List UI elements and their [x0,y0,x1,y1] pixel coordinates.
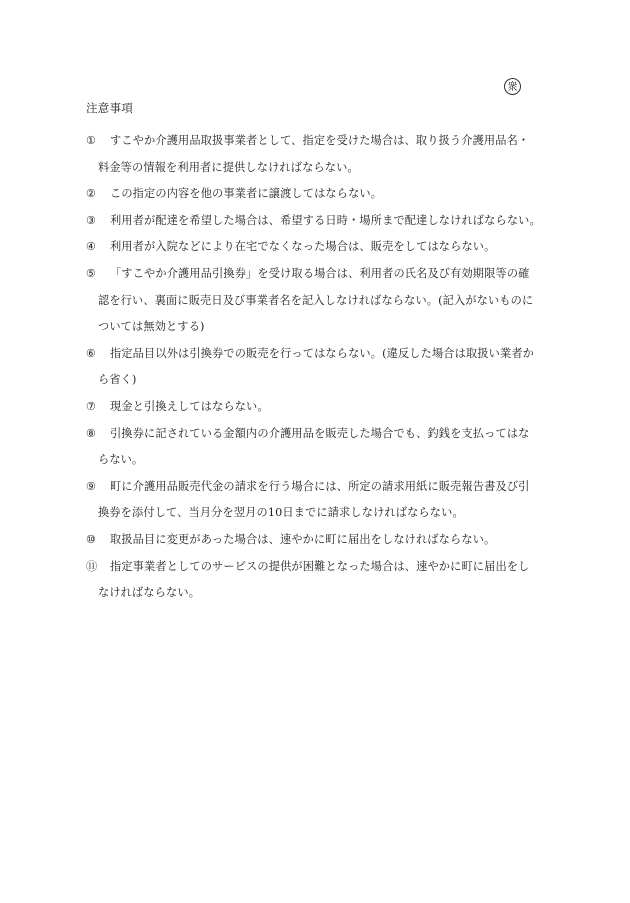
note-item [86,421,554,474]
note-text [98,554,554,607]
note-line: ついては無効とする) [98,320,205,334]
note-line: 利用者が入院などにより在宅でなくなった場合は、販売をしてはならない。 [110,240,496,254]
notes-list [86,128,554,607]
seal-stamp: 衆 [504,78,521,95]
note-item [86,554,554,607]
note-line: 指定事業者としてのサービスの提供が困難となった場合は、速やかに町に届出をし [110,559,530,573]
note-line: 換券を添付して、当月分を翌月の10日までに請求しなければならない。 [98,506,464,520]
note-text [98,474,554,527]
note-number: ⑦ [86,399,97,413]
note-line: らない。 [98,453,144,467]
note-line: 利用者が配達を希望した場合は、希望する日時・場所まで配達しなければならない。 [110,213,541,227]
note-line: 「すこやか介護用品引換券」を受け取る場合は、利用者の氏名及び有効期限等の確 [110,266,530,280]
note-line: この指定の内容を他の事業者に譲渡してはならない。 [110,187,383,201]
note-text [110,181,554,208]
note-text [110,234,554,261]
note-number: ⑪ [86,559,98,573]
note-number: ② [86,187,97,201]
note-item [86,474,554,527]
note-number: ⑧ [86,426,97,440]
note-line: なければならない。 [98,586,201,600]
note-line: 料金等の情報を利用者に提供しなければならない。 [98,160,359,174]
note-item [86,394,554,421]
note-number: ③ [86,213,97,227]
note-text [110,394,554,421]
note-number: ⑨ [86,479,97,493]
note-item [86,181,554,208]
note-line: すこやか介護用品取扱事業者として、指定を受けた場合は、取り扱う介護用品名・ [110,134,530,147]
note-item [86,208,554,235]
note-line: 引換券に記されている金額内の介護用品を販売した場合でも、釣銭を支払ってはな [110,426,530,440]
note-number: ① [86,134,97,147]
note-number: ⑤ [86,266,97,280]
note-text [110,208,554,235]
note-text [98,128,554,181]
note-line: 町に介護用品販売代金の請求を行う場合には、所定の請求用紙に販売報告書及び引 [110,479,530,493]
note-line: 現金と引換えしてはならない。 [110,399,269,413]
note-number: ④ [86,240,97,254]
note-item [86,261,554,341]
note-text [98,421,554,474]
note-line: 認を行い、裏面に販売日及び事業者名を記入しなければならない。(記入がないものに [98,293,534,307]
note-text [98,261,554,341]
note-line: 取扱品目に変更があった場合は、速やかに町に届出をしなければならない。 [110,532,496,546]
note-number: ⑥ [86,346,97,360]
note-item [86,234,554,261]
note-number: ⑩ [86,532,97,546]
notes-heading: 注意事項 [86,101,134,115]
note-item [86,341,554,394]
note-text [110,527,554,554]
note-line: ら省く) [98,373,137,387]
note-item [86,128,554,181]
note-text [98,341,554,394]
note-line: 指定品目以外は引換券での販売を行ってはならない。(違反した場合は取扱い業者か [110,346,535,360]
note-item [86,527,554,554]
